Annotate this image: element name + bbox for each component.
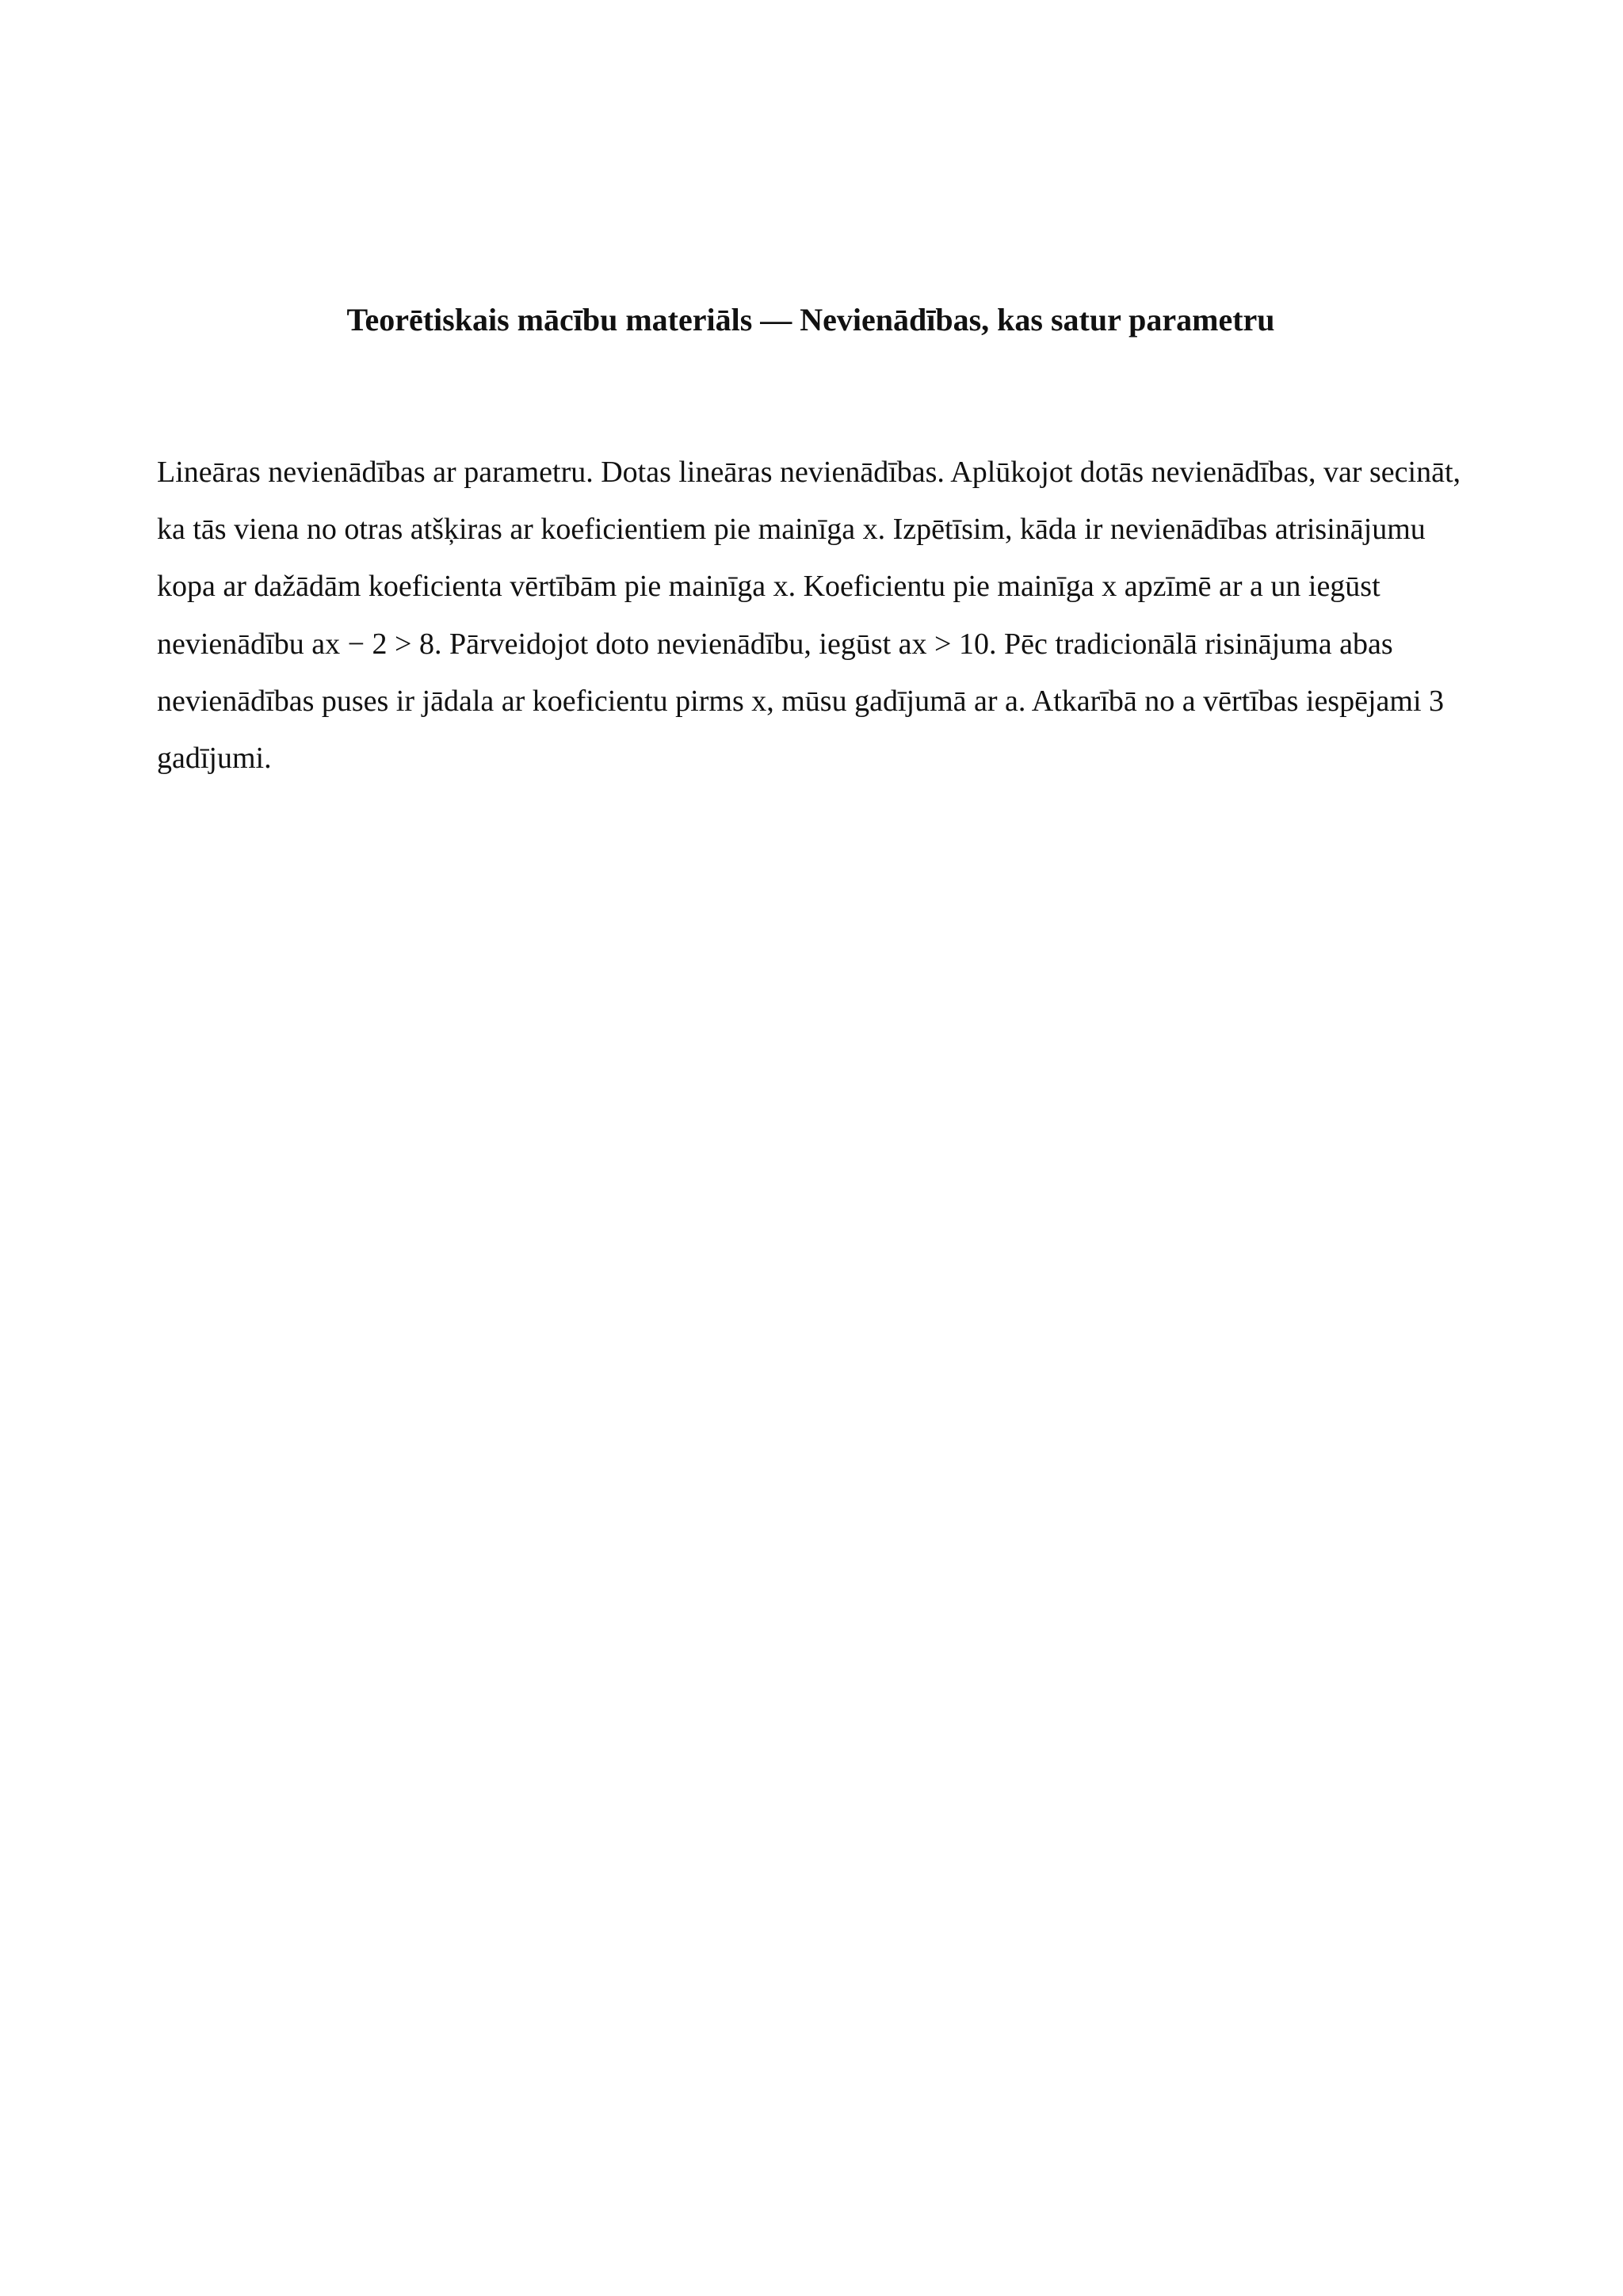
body-text: Lineāras nevienādības ar parametru. Dotas lineāras nevienādības. Aplūkojot dotās nevienādības, var secināt, ka tās viena no otras atšķiras ar koeficientiem pie mainīga x. Izpētīsim, kāda ir nevienādības atrisinājumu kopa ar dažādām koeficienta vērtībām pie mainīga x. Koeficientu pie mainīga x apzīmē ar a un iegūst nevienādību ax − 2 > 8. Pārveidojot doto nevienādību, iegūst ax > 10. Pēc tradicionālā risinājuma abas nevienādības puses ir jādala ar koeficientu pirms x, mūsu gadījumā ar a. Atkarībā no a vērtības iespējami 3 gadījumi. [157, 456, 1461, 775]
title: Teorētiskais mācību materiāls — Nevienādības, kas satur parametru [346, 302, 1275, 338]
